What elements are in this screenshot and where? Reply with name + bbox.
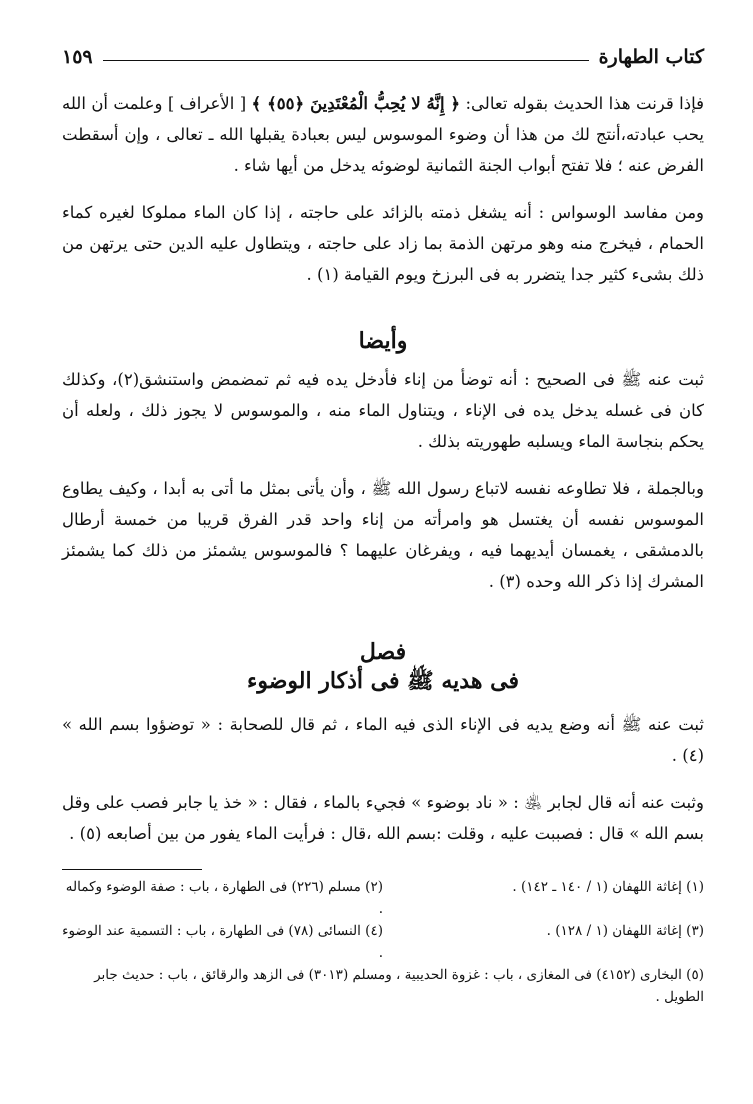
paragraph-1-intro: فإذا قرنت هذا الحديث بقوله تعالى:	[465, 94, 705, 113]
header-rule	[103, 60, 589, 61]
footnote-4: (٤) النسائى (٧٨) فى الطهارة ، باب : التسمية عند الوضوء .	[62, 923, 383, 961]
footnote-2: (٢) مسلم (٢٢٦) فى الطهارة ، باب : صفة الوضوء وكماله .	[65, 879, 383, 917]
footnote-row	[62, 876, 704, 920]
page-number: ١٥٩	[62, 46, 93, 68]
footnotes	[62, 876, 704, 1008]
footnote-3: (٣) إغاثة اللهفان (١ / ١٢٨) .	[546, 923, 704, 939]
book-page	[62, 40, 704, 1008]
paragraph-2: ومن مفاسد الوسواس : أنه يشغل ذمته بالزائد على حاجته ، إذا كان الماء مملوكا لغيره كماء الحمام ، فيخرج منه وهو مرتهن الذمة بما زاد على حاجته ، ويتطاول عليه الدين حتى يرتهن من ذلك بشىء كثير جدا يتضرر به فى البرزخ ويوم القيامة (١) .	[62, 203, 704, 284]
footnote-5: (٥) البخارى (٤١٥٢) فى المغازى ، باب : غزوة الحديبية ، ومسلم (٣٠١٣) فى الزهد والرقائق ، باب : حديث جابر الطويل .	[94, 967, 704, 1005]
section-1-paragraph-2: وبالجملة ، فلا تطاوعه نفسه لاتباع رسول الله ﷺ ، وأن يأتى بمثل ما أتى به أبدا ، وكيف يطاوع الموسوس نفسه أن يغتسل هو وامرأته من إناء واحد قدر الفرق قريبا من خمسة أرطال بالدمشقى ، يغمسان أيديهما فيه ، ويفرغان عليهما ؟ فالموسوس يشمئز من ذلك كما يشمئز المشرك إذا ذكر الله وحده (٣) .	[62, 479, 704, 591]
section-subheading: فى هديه ﷺ فى أذكار الوضوء	[247, 668, 519, 694]
section-1-paragraph-1: ثبت عنه ﷺ فى الصحيح : أنه توضأ من إناء فأدخل يده فيه ثم تمضمض واستنشق(٢)، وكذلك كان فى غسله يدخل يده فى الإناء ، ويتناول الماء منه ، والموسوس لا يجوز ذلك ، ولعله أن يحكم بنجاسة الماء ويسلبه طهوريته بذلك .	[62, 370, 704, 451]
footnote-divider	[62, 869, 202, 870]
section-2-paragraph-1: ثبت عنه ﷺ أنه وضع يديه فى الإناء الذى فيه الماء ، ثم قال للصحابة : « توضؤوا بسم الله » (٤) .	[62, 715, 704, 765]
running-header	[62, 40, 704, 74]
paragraph-1-rest: وعلمت أن الله يحب عبادته،أنتج لك من هذا أن وضوء الموسوس ليس بعبادة يقبلها الله ـ تعالى ، وإن أسقطت الفرض عنه ؛ فلا تفتح أبواب الجنة الثمانية لوضوئه يدخل من أيها شاء .	[62, 94, 704, 175]
paragraph-1	[62, 88, 704, 181]
footnote-row	[62, 920, 704, 964]
book-title: كتاب الطهارة	[598, 46, 704, 68]
quran-verse: ﴿ إِنَّهُ لا يُحِبُّ الْمُعْتَدِينَ ﴿٥٥﴾ ﴾	[251, 94, 461, 113]
verse-reference: [ الأعراف ]	[167, 94, 247, 113]
section-heading-also: وأيضا	[358, 328, 408, 354]
section-2-paragraph-2: وثبت عنه أنه قال لجابر ﵁ : « ناد بوضوء » فجيء بالماء ، فقال : « خذ يا جابر فصب على وقل بسم الله » قال : فصببت عليه ، وقلت :بسم الله ،قال : فرأيت الماء يفور من بين أصابعه (٥) .	[62, 793, 704, 843]
footnote-1: (١) إغاثة اللهفان (١ / ١٤٠ ـ ١٤٢) .	[512, 879, 704, 895]
section-heading-fasl: فصل	[359, 639, 407, 665]
